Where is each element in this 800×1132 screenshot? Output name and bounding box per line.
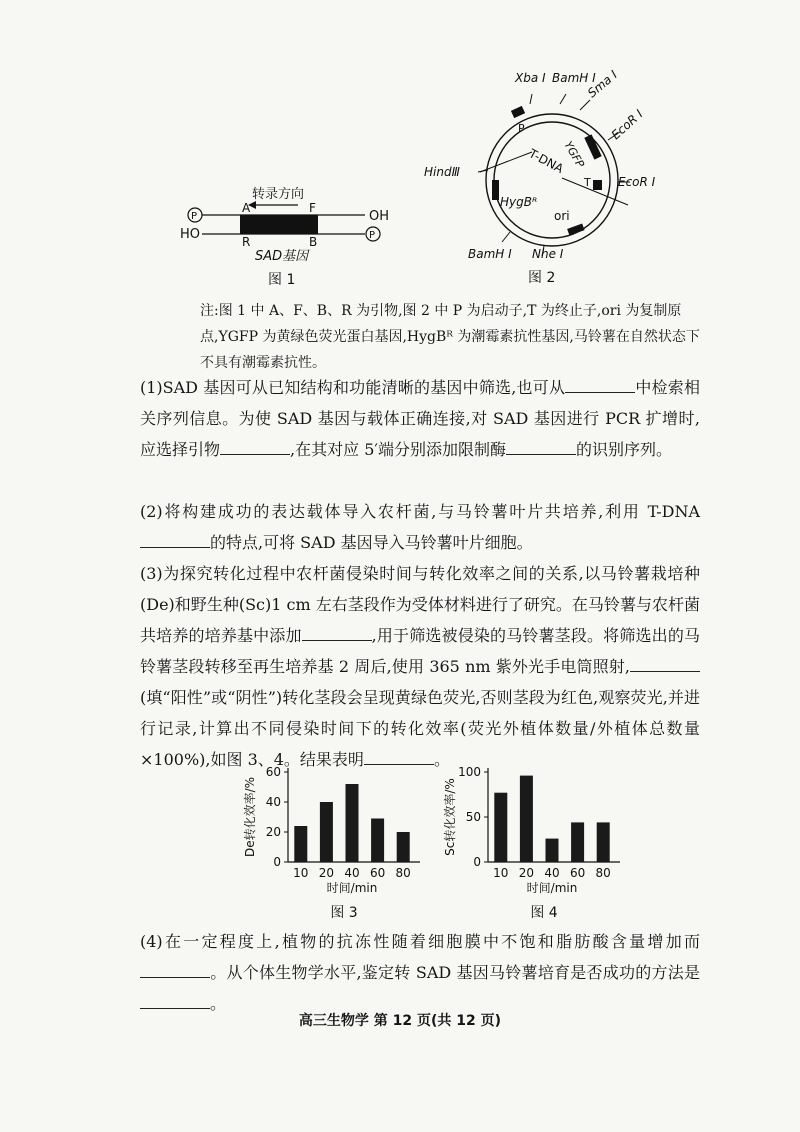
question-2: (2)将构建成功的表达载体导入农杆菌,与马铃薯叶片共培养,利用 T-DNA的特点,可将 SAD 基因导入马铃薯叶片细胞。 — [140, 502, 700, 552]
x-tick-label: 10 — [293, 866, 309, 880]
sma-label: Sma Ⅰ — [584, 67, 620, 101]
promoter-block — [511, 106, 525, 118]
bar-10 — [494, 793, 507, 862]
q3-blank-2[interactable] — [630, 657, 700, 672]
terminator-block — [593, 180, 602, 190]
x-tick-label: 20 — [518, 866, 535, 880]
y-tick-label: 20 — [265, 825, 281, 839]
xba-label: Xba Ⅰ — [515, 71, 546, 85]
x-tick-label: 80 — [595, 866, 611, 880]
bar-60 — [371, 819, 384, 863]
bar-80 — [597, 822, 610, 862]
x-axis-label: 时间/min — [326, 881, 378, 895]
y-tick-label: 60 — [265, 765, 281, 779]
primer-a-label: A — [242, 201, 251, 215]
bar-20 — [320, 802, 333, 862]
bar-40 — [346, 784, 359, 862]
question-1: (1)SAD 基因可从已知结构和功能清晰的基因中筛选,也可从 中检索相关序列信息。为使 SAD 基因与载体正确连接,对 SAD 基因进行 PCR 扩增时,应选择引物 ,在其对应 5′端分别添加限制酶 的识别序列。 — [140, 378, 700, 459]
sad-gene-block — [240, 215, 318, 234]
ecor-top-label: EcoR Ⅰ — [608, 106, 646, 143]
figure-2-caption: 图 2 — [528, 270, 556, 286]
ori-label: ori — [554, 209, 570, 223]
q1-blank-2[interactable] — [220, 440, 290, 455]
bar-60 — [571, 822, 584, 862]
sma-tick — [580, 100, 590, 110]
bamh-top-label: BamH Ⅰ — [552, 71, 596, 85]
tdna-label: T-DNA — [526, 146, 566, 177]
bamh-bottom-tick — [502, 232, 510, 242]
question-3: (3)为探究转化过程中农杆菌侵染时间与转化效率之间的关系,以马铃薯栽培种(De)和野生种(Sc)1 cm 左右茎段作为受体材料进行了研究。在马铃薯与农杆菌共培养的培养基中添加 ,用于筛选被侵染的马铃薯茎段。将筛选出的马铃薯茎段转移至再生培养基 2 周后,使用 365 nm 紫外光手电筒照射,(填“阳性”或“阴性”)转化茎段会呈现黄绿色荧光,否则茎段为红色,观察荧光,并进行记录,计算出不同侵染时间下的转化效率(荧光外植体数量/外植体总数量×100%),如图 3、4。结果表明 。 — [140, 564, 700, 769]
hyg-block — [492, 180, 499, 200]
chart-de-efficiency — [240, 760, 440, 920]
y-axis-label: Sc转化效率/% — [443, 778, 457, 856]
hind-label: HindⅢ — [424, 165, 460, 179]
q4-blank-2[interactable] — [140, 994, 210, 1009]
y-tick-label: 50 — [465, 810, 481, 824]
y-tick-label: 0 — [273, 855, 281, 869]
x-tick-label: 40 — [344, 866, 360, 880]
x-tick-label: 10 — [493, 866, 509, 880]
promoter-label: P — [518, 122, 525, 135]
hyg-label: HygBᴿ — [500, 195, 538, 209]
bar-20 — [520, 776, 533, 862]
q1-blank-1[interactable] — [565, 378, 635, 393]
x-tick-label: 80 — [395, 866, 411, 880]
bamh-top-tick — [560, 94, 566, 104]
figure-2-vector — [420, 60, 670, 290]
oh-label: OH — [369, 209, 390, 224]
primer-r-label: R — [242, 235, 251, 249]
bamh-bottom-label: BamH Ⅰ — [468, 247, 512, 261]
chart-caption: 图 3 — [330, 905, 358, 920]
terminator-label: T — [584, 176, 591, 189]
x-tick-label: 60 — [369, 866, 386, 880]
q3-blank-1[interactable] — [302, 626, 372, 641]
question-4: (4)在一定程度上,植物的抗冻性随着细胞膜中不饱和脂肪酸含量增加而。从个体生物学水平,鉴定转 SAD 基因马铃薯培育是否成功的方法是。 — [140, 932, 700, 1013]
primer-b-label: B — [309, 235, 318, 249]
q4-blank-1[interactable] — [140, 963, 210, 978]
y-axis-label: De转化效率/% — [243, 776, 257, 858]
figure-1-sad-gene — [180, 180, 400, 290]
figure-note: 注:图 1 中 A、F、B、R 为引物,图 2 中 P 为启动子,T 为终止子,ori 为复制原点,YGFP 为黄绿色荧光蛋白基因,HygBᴿ 为潮霉素抗性基因,马铃薯在自然状态下不具有潮霉素抗性。 — [200, 303, 700, 371]
ecor-right-label: EcoR Ⅰ — [618, 175, 656, 189]
xba-tick — [530, 94, 532, 104]
x-axis-label: 时间/min — [526, 881, 578, 895]
q1-blank-3[interactable] — [506, 440, 576, 455]
ho-label: HO — [180, 227, 201, 242]
bar-40 — [546, 839, 559, 862]
chart-caption: 图 4 — [530, 905, 558, 920]
transcription-direction-label: 转录方向 — [252, 187, 305, 202]
x-tick-label: 20 — [318, 866, 335, 880]
sad-gene-label: SAD基因 — [255, 249, 309, 264]
phosphate-right-label: P — [369, 230, 376, 241]
bar-80 — [397, 832, 410, 862]
figure-1-caption: 图 1 — [268, 272, 296, 288]
ori-block — [567, 224, 584, 236]
q2-blank-1[interactable] — [140, 533, 210, 548]
y-tick-label: 0 — [473, 855, 481, 869]
phosphate-left-label: P — [191, 211, 198, 222]
chart-sc-efficiency — [440, 760, 640, 920]
page-footer: 高三生物学 第 12 页(共 12 页) — [298, 1013, 502, 1029]
nhe-label: Nhe Ⅰ — [532, 247, 564, 261]
y-tick-label: 40 — [265, 795, 281, 809]
bar-10 — [294, 826, 307, 862]
primer-f-label: F — [309, 201, 316, 215]
ygfp-label: YGFP — [561, 139, 587, 170]
y-tick-label: 100 — [458, 765, 481, 779]
x-tick-label: 40 — [544, 866, 560, 880]
x-tick-label: 60 — [569, 866, 586, 880]
